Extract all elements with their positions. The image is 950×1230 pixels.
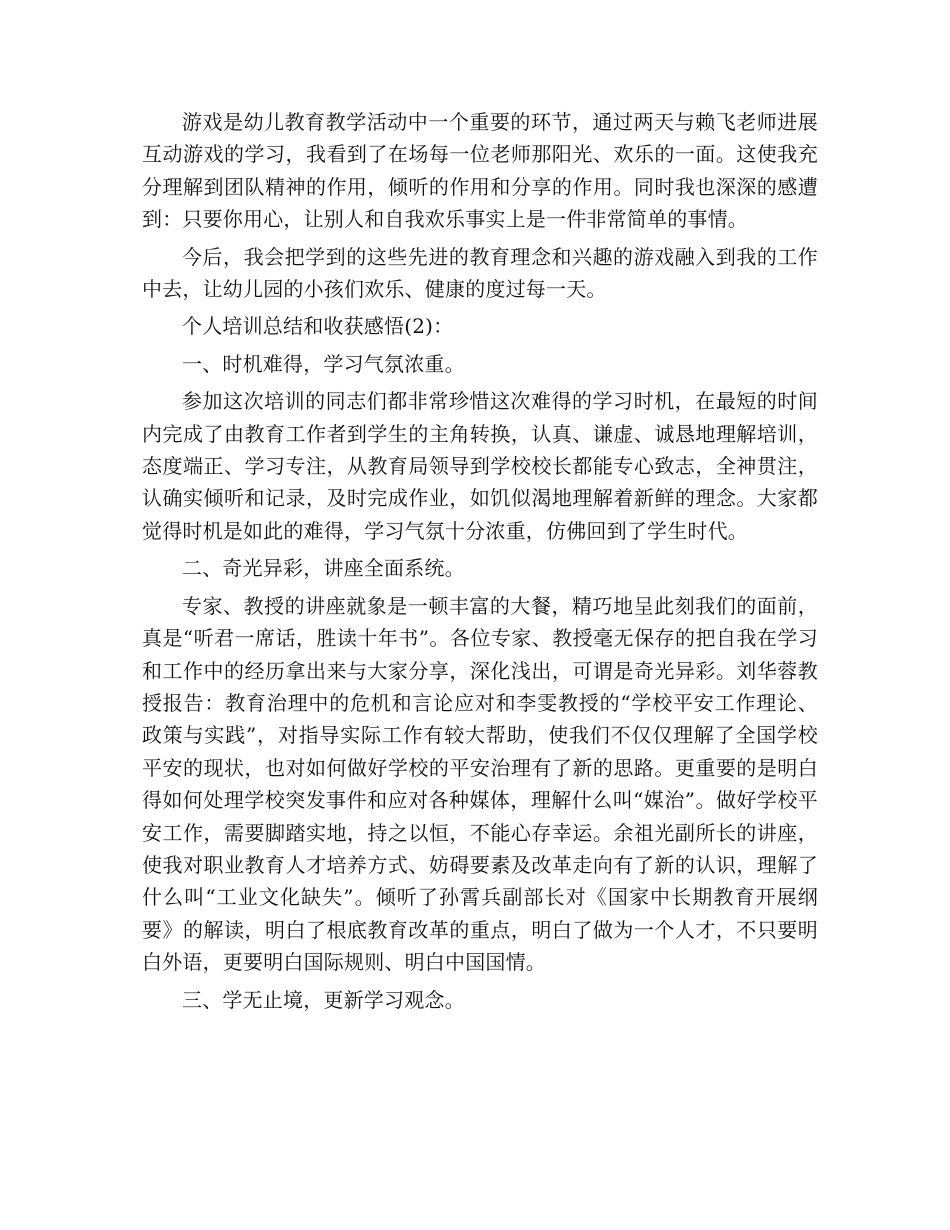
heading-three: 三、学无止境，更新学习观念。 [182,987,465,1012]
paragraph-opportunity: 参加这次培训的同志们都非常珍惜这次难得的学习时机，在最短的时间内完成了由教育工作者到学生的主角转换，认真、谦虚、诚恳地理解培训，态度端正、学习专注，从教育局领导到学校校长都能专心致志，全神贯注，认确实倾听和记录，及时完成作业，如饥似渴地理解着新鲜的理念。大家都觉得时机是如此的难得，学习气氛十分浓重，仿佛回到了学生时代。 [142,389,818,543]
paragraph-future: 今后，我会把学到的这些先进的教育理念和兴趣的游戏融入到我的工作中去，让幼儿园的小孩们欢乐、健康的度过每一天。 [142,244,818,302]
section-title: 个人培训总结和收获感悟(2)： [182,314,454,339]
heading-two: 二、奇光异彩，讲座全面系统。 [182,556,465,581]
heading-one: 一、时机难得，学习气氛浓重。 [182,351,465,376]
paragraph-lectures: 专家、教授的讲座就象是一顿丰富的大餐，精巧地呈此刻我们的面前，真是“听君一席话，胜读十年书”。各位专家、教授毫无保存的把自我在学习和工作中的经历拿出来与大家分享，深化浅出，可谓是奇光异彩。刘华蓉教授报告：教育治理中的危机和言论应对和李雯教授的“学校平安工作理论、政策与实践”，对指导实际工作有较大帮助，使我们不仅仅理解了全国学校平安的现状，也对如何做好学校的平安治理有了新的思路。更重要的是明白得如何处理学校突发事件和应对各种媒体，理解什么叫“媒治”。做好学校平安工作，需要脚踏实地，持之以恒，不能心存幸运。余祖光副所长的讲座，使我对职业教育人才培养方式、妨碍要素及改革走向有了新的认识，理解了什么叫“工业文化缺失”。倾听了孙霄兵副部长对《国家中长期教育开展纲要》的解读，明白了根底教育改革的重点，明白了做为一个人才，不只要明白外语，更要明白国际规则、明白中国国情。 [142,593,818,975]
paragraph-games: 游戏是幼儿教育教学活动中一个重要的环节，通过两天与赖飞老师进展互动游戏的学习，我看到了在场每一位老师那阳光、欢乐的一面。这使我充分理解到团队精神的作用，倾听的作用和分享的作用。同时我也深深的感遭到：只要你用心，让别人和自我欢乐事实上是一件非常简单的事情。 [142,110,818,232]
